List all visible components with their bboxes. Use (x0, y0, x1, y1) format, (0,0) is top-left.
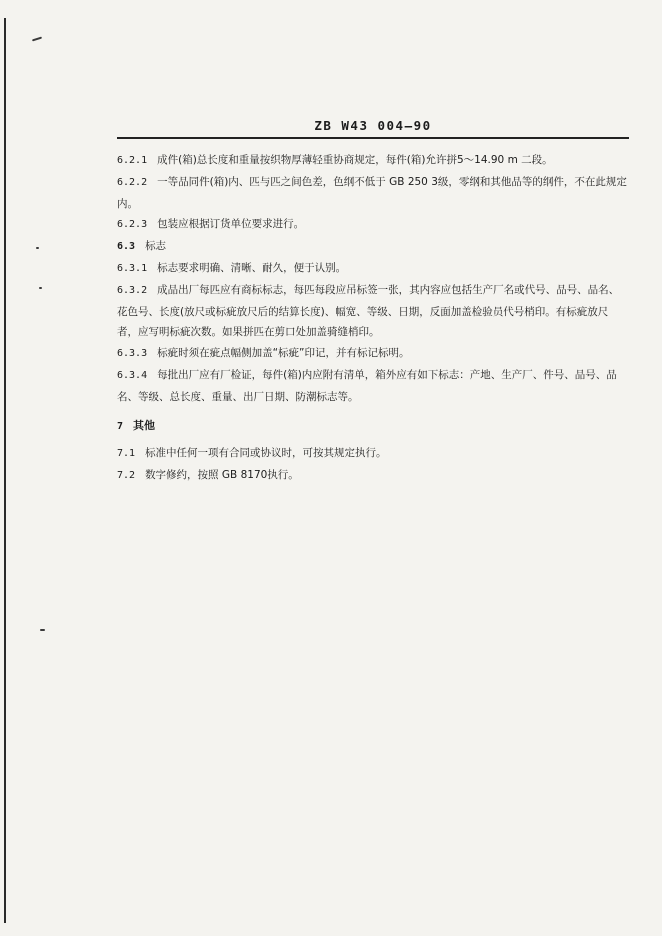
clause-text: 成件(箱)总长度和重量按织物厚薄轻重协商规定，每件(箱)允许拼5～14.90 m 二段。 (157, 154, 553, 166)
clause-text: 每批出厂应有厂检证，每件(箱)内应附有清单，箱外应有如下标志：产地、生产厂、件号、品号、品名、等级、总长度、重量、出厂日期、防潮标志等。 (117, 368, 617, 403)
clause-text: 一等品同件(箱)内、匹与匹之间色差，色纲不低于 GB 250 3级，零纲和其他品等的纲件，不在此规定内。 (117, 175, 627, 210)
clause-number: 7.1 (117, 448, 136, 460)
clause-text: 标准中任何一项有合同或协议时，可按其规定执行。 (145, 447, 387, 460)
scan-mark (36, 247, 39, 249)
clause-6-3-3 (117, 343, 629, 365)
clause-number: 6.3.3 (117, 348, 148, 360)
clause-text: 标志 (145, 240, 167, 253)
document-header-code: ZB W43 004—90 (314, 118, 432, 133)
clause-number: 6.2.3 (117, 219, 148, 231)
clause-6-2-2 (117, 172, 629, 215)
clause-6-3-1 (117, 258, 629, 280)
clause-number: 6.3 (117, 241, 136, 253)
clause-text: 包装应根据订货单位要求进行。 (157, 218, 305, 231)
section-number: 7 (117, 420, 124, 432)
scan-mark (32, 37, 42, 42)
clause-number: 6.3.1 (117, 262, 148, 274)
binding-edge-line (4, 18, 6, 923)
clause-number: 6.2.1 (117, 155, 148, 166)
header-rule (117, 137, 629, 139)
clause-number: 6.2.2 (117, 176, 148, 188)
clause-text: 标志要求明确、清晰、耐久，便于认别。 (157, 261, 347, 274)
scan-mark (39, 287, 42, 289)
section-7-heading (117, 416, 629, 438)
clause-7-2 (117, 465, 629, 487)
scan-mark (40, 629, 45, 631)
clause-text: 数字修约，按照 GB 8170执行。 (145, 469, 299, 482)
clause-number: 6.3.4 (117, 369, 148, 381)
clause-6-3-2 (117, 280, 629, 343)
clause-6-3-4 (117, 365, 629, 408)
clause-number: 7.2 (117, 470, 136, 482)
clause-6-3 (117, 236, 629, 258)
section-title: 其他 (133, 418, 156, 432)
clause-text: 成品出厂每匹应有商标标志，每匹每段应吊标签一张，其内容应包括生产厂名或代号、品号、品名、花色号、长度(放尺或标疵放尺后的结算长度)、幅宽、等级、日期，反面加盖检验员代号梢印。有标疵放尺者，应写明标疵次数。如果拼匹在剪口处加盖骑缝梢印。 (117, 283, 620, 339)
document-body (117, 150, 629, 487)
clause-6-2-1 (117, 150, 629, 172)
clause-text: 标疵时须在疵点幅侧加盖“标疵”印记，并有标记标明。 (157, 347, 410, 360)
clause-number: 6.3.2 (117, 284, 148, 296)
clause-6-2-3 (117, 214, 629, 236)
clause-7-1 (117, 443, 629, 465)
